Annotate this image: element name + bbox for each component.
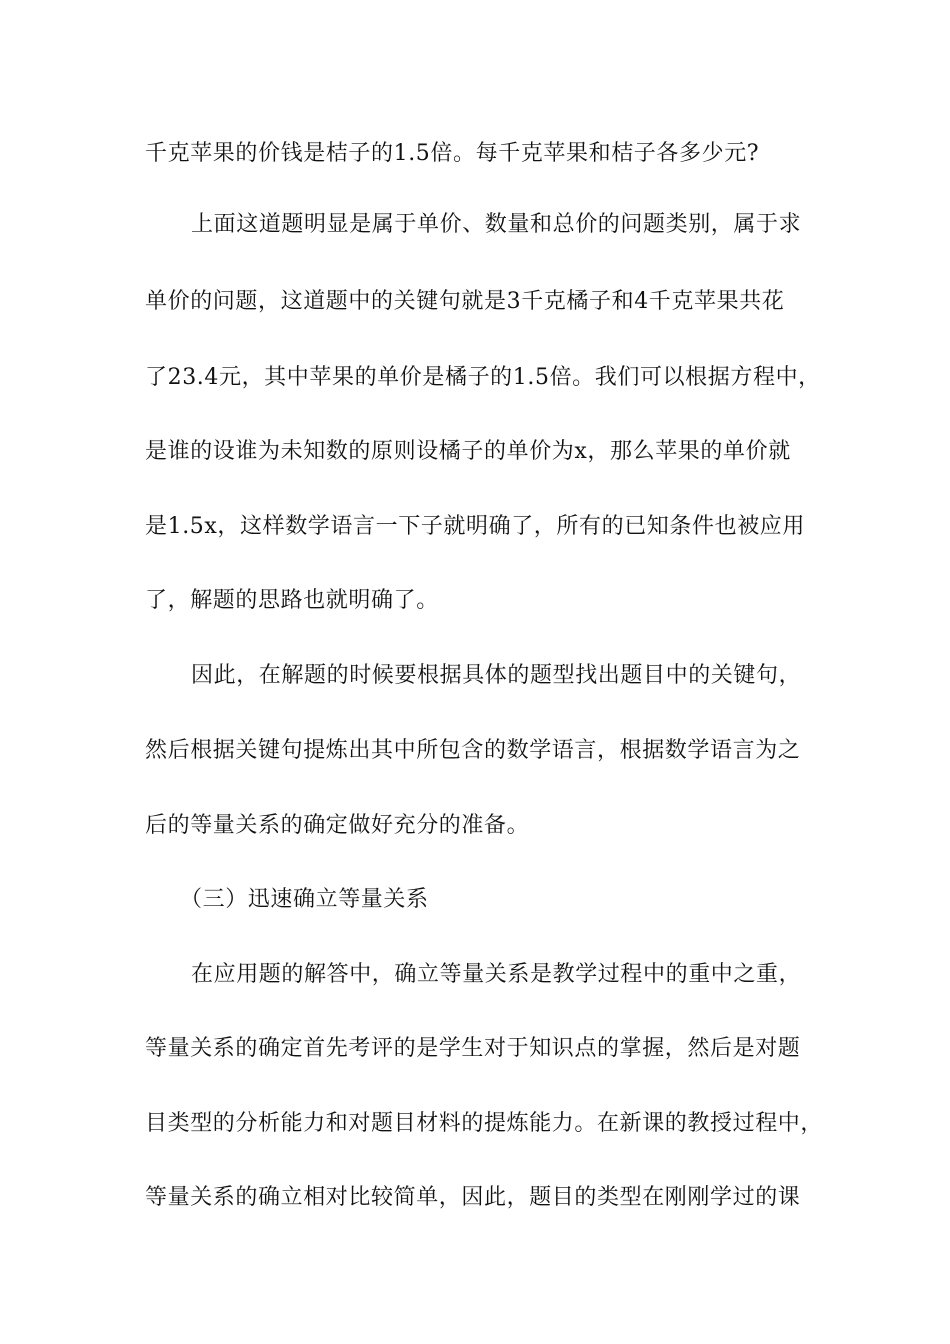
text-line: 然后根据关键句提炼出其中所包含的数学语言，根据数学语言为之 (145, 738, 801, 763)
text-line: 了23.4元，其中苹果的单价是橘子的1.5倍。我们可以根据方程中， (145, 365, 821, 390)
text-line: 等量关系的确立相对比较简单，因此，题目的类型在刚刚学过的课 (145, 1185, 801, 1210)
paragraph-first-line: 在应用题的解答中，确立等量关系是教学过程中的重中之重， (191, 962, 802, 987)
text-line: 是谁的设谁为未知数的原则设橘子的单价为x，那么苹果的单价就 (145, 439, 791, 464)
text-line: 是1.5x，这样数学语言一下子就明确了，所有的已知条件也被应用 (145, 514, 805, 539)
text-line: 等量关系的确定首先考评的是学生对于知识点的掌握，然后是对题 (145, 1036, 801, 1061)
text-line: 单价的问题，这道题中的关键句就是3千克橘子和4千克苹果共花 (145, 289, 785, 314)
text-line: 了，解题的思路也就明确了。 (145, 588, 439, 613)
section-heading: （三）迅速确立等量关系 (180, 887, 429, 912)
text-line: 目类型的分析能力和对题目材料的提炼能力。在新课的教授过程中， (145, 1111, 824, 1136)
paragraph-first-line: 因此，在解题的时候要根据具体的题型找出题目中的关键句， (191, 663, 802, 688)
text-line: 后的等量关系的确定做好充分的准备。 (145, 813, 530, 838)
paragraph-first-line: 上面这道题明显是属于单价、数量和总价的问题类别，属于求 (191, 212, 802, 237)
text-line: 千克苹果的价钱是桔子的1.5倍。每千克苹果和桔子各多少元? (145, 141, 760, 166)
